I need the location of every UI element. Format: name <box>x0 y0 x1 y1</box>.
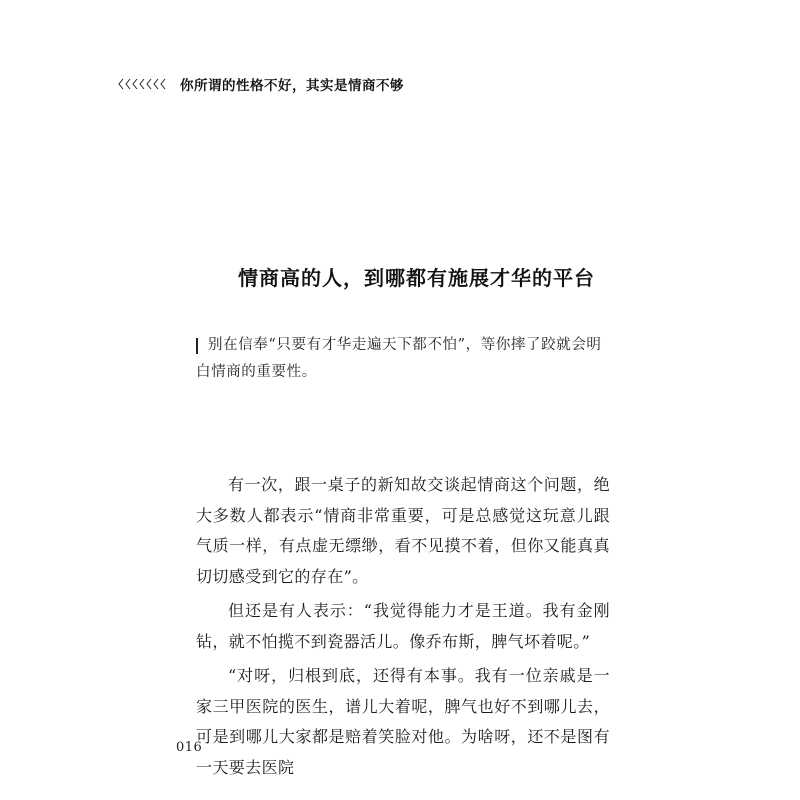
running-header-title: 你所谓的性格不好，其实是情商不够 <box>180 78 404 94</box>
chevron-left-icon <box>125 78 131 90</box>
chevron-left-icon <box>132 78 138 90</box>
chevron-left-icon <box>160 78 166 90</box>
chevron-left-icon <box>153 78 159 90</box>
running-header <box>118 72 404 96</box>
body-paragraph: 有一次，跟一桌子的新知故交谈起情商这个问题，绝大多数人都表示“情商非常重要，可是总感觉这玩意儿跟气质一样，有点虚无缥缈，看不见摸不着，但你又能真真切切感受到它的存在”。 <box>196 475 610 586</box>
epigraph-text: 别在信奉“只要有才华走遍天下都不怕”，等你摔了跤就会明白情商的重要性。 <box>196 337 602 380</box>
epigraph-bar <box>196 338 198 354</box>
chevron-left-icon <box>146 78 152 90</box>
chevron-left-icon <box>118 78 124 90</box>
body-text <box>196 470 610 787</box>
chapter-title: 情商高的人，到哪都有施展才华的平台 <box>238 266 595 290</box>
body-paragraph: “对呀，归根到底，还得有本事。我有一位亲戚是一家三甲医院的医生，谱儿大着呢，脾气也好不到哪儿去，可是到哪儿大家都是赔着笑脸对他。为啥呀，还不是图有一天要去医院 <box>196 666 610 777</box>
page-number: 016 <box>176 740 203 755</box>
body-paragraph: 但还是有人表示：“我觉得能力才是王道。我有金刚钻，就不怕揽不到瓷器活儿。像乔布斯，脾气坏着呢。” <box>196 601 610 651</box>
chevron-left-icons <box>118 78 166 90</box>
epigraph <box>196 332 616 386</box>
chevron-left-icon <box>139 78 145 90</box>
